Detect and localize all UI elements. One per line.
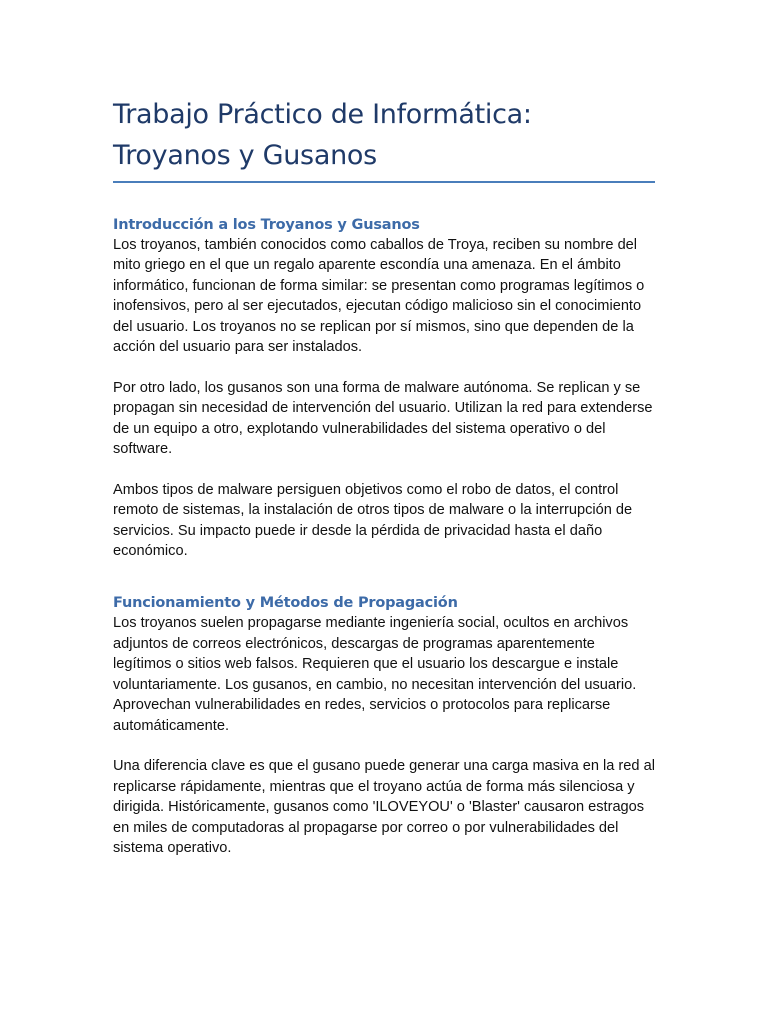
section-heading-propagation: Funcionamiento y Métodos de Propagación <box>113 595 458 612</box>
propagation-paragraph-1: Los troyanos suelen propagarse mediante ingeniería social, ocultos en archivos adjuntos de correos electrónicos, descargas de programas aparentemente legítimos o sitios web falsos. Requieren que el usuario los descargue e instale voluntariamente. Los gusanos, en cambio, no necesitan intervención del usuario. Aprovechan vulnerabilidades en redes, servicios o protocolos para replicarse automáticamente. <box>113 615 637 734</box>
section-heading-introduction: Introducción a los Troyanos y Gusanos <box>113 217 420 233</box>
document-title-line-1: Trabajo Práctico de Informática: <box>113 99 532 130</box>
title-underline-divider <box>113 181 655 183</box>
document-page <box>113 94 655 858</box>
intro-paragraph-3: Ambos tipos de malware persiguen objetivos como el robo de datos, el control remoto de sistemas, la instalación de otros tipos de malware o la interrupción de servicios. Su impacto puede ir desde la pérdida de privacidad hasta el daño económico. <box>113 481 633 560</box>
document-title-line-2: Troyanos y Gusanos <box>113 140 377 171</box>
section-introduction <box>113 215 655 561</box>
propagation-paragraph-2: Una diferencia clave es que el gusano puede generar una carga masiva en la red al replicarse rápidamente, mientras que el troyano actúa de forma más silenciosa y dirigida. Históricamente, gusanos como 'ILOVEYOU' o 'Blaster' causaron estragos en miles de computadoras al propagarse por correo o por vulnerabilidades del sistema operativo. <box>113 758 655 856</box>
intro-paragraph-1: Los troyanos, también conocidos como caballos de Troya, reciben su nombre del mito griego en el que un regalo aparente escondía una amenaza. En el ámbito informático, funcionan de forma similar: se presentan como programas legítimos o inofensivos, pero al ser ejecutados, ejecutan código malicioso sin el conocimiento del usuario. Los troyanos no se replican por sí mismos, sino que dependen de la acción del usuario para ser instalados. <box>113 237 645 356</box>
document-title <box>113 94 655 179</box>
intro-paragraph-2: Por otro lado, los gusanos son una forma de malware autónoma. Se replican y se propagan sin necesidad de intervención del usuario. Utilizan la red para extenderse de un equipo a otro, explotando vulnerabilidades del sistema operativo o del software. <box>113 379 653 458</box>
section-propagation <box>113 593 655 858</box>
